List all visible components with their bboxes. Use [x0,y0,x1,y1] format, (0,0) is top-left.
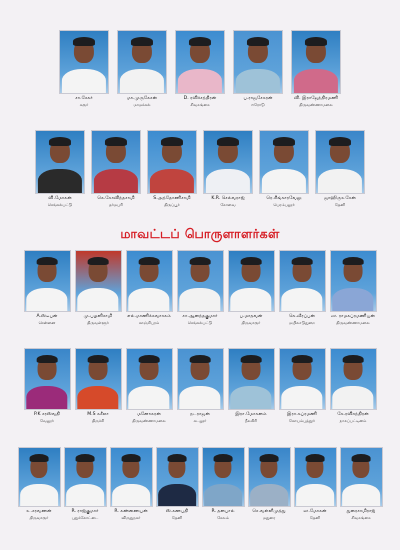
person-district: கரூர் [79,102,89,107]
hair-shape [76,454,95,462]
person-photo [91,130,141,194]
district-treasurers-row-1 [0,250,400,325]
district-officials-row-1 [0,30,400,107]
hair-shape [247,37,269,46]
hair-shape [329,137,351,146]
person-card [126,250,173,325]
person-card [147,130,197,207]
shirt-shape [38,169,82,194]
person-card [75,348,122,423]
person-name: துரைசாமிராஜ் [346,509,376,514]
hair-shape [260,454,279,462]
hair-shape [122,454,141,462]
person-district: மயிலாடுதுறை [288,320,316,325]
person-photo [126,348,173,410]
person-photo [147,130,197,194]
person-district: தேனி [334,202,346,207]
shirt-shape [230,386,271,410]
hair-shape [273,137,295,146]
person-card [279,348,326,423]
hair-shape [292,355,313,363]
person-photo [279,348,326,410]
person-card [24,348,71,423]
person-name: செ.வள்ளிமுத்து [252,509,286,514]
person-district: திருவள்ளூர் [87,320,109,325]
person-district: தேனி [171,515,183,520]
person-district: திருவண்ணாமலை [336,320,370,325]
shirt-shape [179,386,220,410]
person-district: கடலூர் [193,418,207,423]
hair-shape [189,37,211,46]
person-name: எல்.மாணிக்கவாசகம் [127,314,171,319]
person-name: R. தனபால் [211,509,235,514]
hair-shape [139,257,160,265]
shirt-shape [236,69,280,94]
person-name: R. கண்ணையன் [114,509,148,514]
person-card [18,447,61,520]
hair-shape [241,355,262,363]
person-card [177,250,224,325]
person-district: வேலூர் [40,418,54,423]
person-district: நாகப்பட்டினம் [339,418,367,423]
hair-shape [306,454,325,462]
person-card [35,130,85,207]
person-district: சிவகங்கை [351,515,371,520]
person-district: புதுக்கோட்டை [71,515,99,520]
person-card [291,30,341,107]
person-name: ஸ்.கணபதி [165,509,189,514]
hair-shape [37,355,58,363]
person-district: கோவை [220,202,236,207]
person-card [156,447,199,520]
shirt-shape [77,288,118,312]
shirt-shape [20,484,58,507]
person-name: ஜாஹிருஉசேன் [324,196,356,201]
shirt-shape [262,169,306,194]
person-name: ப.ராஜசேகரன் [243,96,273,101]
person-card [64,447,107,520]
shirt-shape [112,484,150,507]
person-district: திருவாரூர் [241,320,261,325]
person-photo [126,250,173,312]
person-card [233,30,283,107]
person-name: A.ஸ்டீபன் [36,314,58,319]
hair-shape [131,37,153,46]
person-name: இரா.சுப்ரமணி [286,412,318,417]
person-photo [35,130,85,194]
person-photo [18,447,61,507]
person-photo [330,250,377,312]
shirt-shape [66,484,104,507]
hair-shape [88,355,109,363]
hair-shape [88,257,109,265]
shirt-shape [26,288,67,312]
person-name: R. ராஜ்குமார் [71,509,99,514]
person-photo [75,250,122,312]
hair-shape [49,137,71,146]
shirt-shape [77,386,118,410]
shirt-shape [296,484,334,507]
person-name: கே.ரவிசந்திரன் [337,412,369,417]
hair-shape [343,355,364,363]
shirt-shape [318,169,362,194]
shirt-shape [178,69,222,94]
person-name: வி.மோகன் [48,196,72,201]
person-district: திருவண்ணாமலை [299,102,333,107]
person-photo [59,30,109,94]
shirt-shape [281,288,322,312]
person-name: சா.சேகர் [75,96,93,101]
person-name: D. ரவிச்சந்திரன் [183,96,217,101]
person-card [294,447,337,520]
person-name: P.K சரஸ்வதி [34,412,60,417]
person-card [259,130,309,207]
person-card [228,250,275,325]
shirt-shape [281,386,322,410]
hair-shape [217,137,239,146]
person-photo [75,348,122,410]
person-name: ப.மாதவன் [239,314,263,319]
person-name: வி. இராஜேந்திரமணி [293,96,339,101]
person-photo [24,250,71,312]
hair-shape [37,257,58,265]
person-name: மு.பழனிசாமி [83,314,113,319]
person-name: கெ.கோவிந்தசாமி [97,196,135,201]
hair-shape [241,257,262,265]
section-heading: மாவட்டப் பொருளாளர்கள் [120,226,280,241]
person-photo [202,447,245,507]
shirt-shape [26,386,67,410]
shirt-shape [94,169,138,194]
person-district: சிவகங்கை [190,102,210,107]
person-district: பெரம்பலூர் [273,202,295,207]
person-photo [259,130,309,194]
person-photo [279,250,326,312]
person-district: விருதுநகர் [121,515,141,520]
shirt-shape [204,484,242,507]
person-card [177,348,224,423]
person-card [248,447,291,520]
person-photo [340,447,383,507]
district-treasurers-row-2 [0,348,400,423]
person-card [75,250,122,325]
person-photo [110,447,153,507]
shirt-shape [230,288,271,312]
person-district: மதுரை [262,515,276,520]
district-treasurers-row-3 [0,447,400,520]
person-photo [175,30,225,94]
person-card [202,447,245,520]
person-photo [330,348,377,410]
person-photo [248,447,291,507]
person-photo [294,447,337,507]
person-card [117,30,167,107]
shirt-shape [206,169,250,194]
hair-shape [73,37,95,46]
person-photo [291,30,341,94]
person-card [91,130,141,207]
person-district: திருச்சி [91,418,105,423]
shirt-shape [342,484,380,507]
person-district: தேனி [309,515,321,520]
shirt-shape [150,169,194,194]
person-district: திருவண்ணாமலை [132,418,166,423]
hair-shape [30,454,49,462]
person-district: செங்கல்பட்டு [187,320,213,325]
person-card [330,250,377,325]
shirt-shape [62,69,106,94]
person-photo [24,348,71,410]
person-card [203,130,253,207]
person-photo [117,30,167,94]
person-name: நடராஜன் [190,412,210,417]
shirt-shape [250,484,288,507]
person-district: தர்மபுரி [109,202,123,207]
person-name: M.S சுசீலா [87,412,109,417]
person-card [340,447,383,520]
shirt-shape [120,69,164,94]
person-card [24,250,71,325]
hair-shape [214,454,233,462]
person-district: திருவாரூர் [29,515,49,520]
shirt-shape [128,288,169,312]
hair-shape [105,137,127,146]
person-card [59,30,109,107]
person-district: காஞ்சிபுரம் [138,320,160,325]
person-district: கோயம்புத்தூர் [288,418,316,423]
person-photo [233,30,283,94]
hair-shape [161,137,183,146]
person-name: சா.ஆனந்தகுமார் [182,314,218,319]
hair-shape [343,257,364,265]
shirt-shape [294,69,338,94]
person-card [330,348,377,423]
person-name: ரெ.சிங்காரவேலு [266,196,302,201]
hair-shape [305,37,327,46]
shirt-shape [179,288,220,312]
person-district: ஈரோடு [251,102,265,107]
hair-shape [190,355,211,363]
person-photo [228,348,275,410]
hair-shape [139,355,160,363]
district-officials-row-2 [0,130,400,207]
person-district: திருப்பூர் [164,202,180,207]
person-name: கெ.வீரப்பன் [288,314,316,319]
hair-shape [292,257,313,265]
person-photo [228,250,275,312]
person-name: இரா.மோகனம் [235,412,267,417]
person-photo [315,130,365,194]
person-district: சேலம் [217,515,229,520]
person-name: ஸ. ராமசுப்ரமணியன் [330,314,376,319]
person-card [279,250,326,325]
hair-shape [168,454,187,462]
person-card [315,130,365,207]
person-name: S.அந்தோணிசாமி [153,196,191,201]
person-card [175,30,225,107]
person-district: நீலகிரி [244,418,258,423]
person-name: K.R. செல்வராஜ் [211,196,245,201]
shirt-shape [332,288,373,312]
person-district: செங்கல்பட்டு [47,202,73,207]
person-photo [64,447,107,507]
person-name: உ.சரவணன் [26,509,52,514]
shirt-shape [128,386,169,410]
person-name: மனோகரன் [137,412,161,417]
person-name: மா.முருகேசன் [126,96,158,101]
hair-shape [190,257,211,265]
person-photo [177,348,224,410]
person-card [110,447,153,520]
person-name: ஸ.மோகன் [303,509,327,514]
person-photo [177,250,224,312]
person-photo [156,447,199,507]
person-card [228,348,275,423]
shirt-shape [332,386,373,410]
person-district: சென்னை [38,320,56,325]
person-photo [203,130,253,194]
shirt-shape [158,484,196,507]
person-card [126,348,173,423]
person-district: மாமக்கல் [133,102,151,107]
hair-shape [352,454,371,462]
